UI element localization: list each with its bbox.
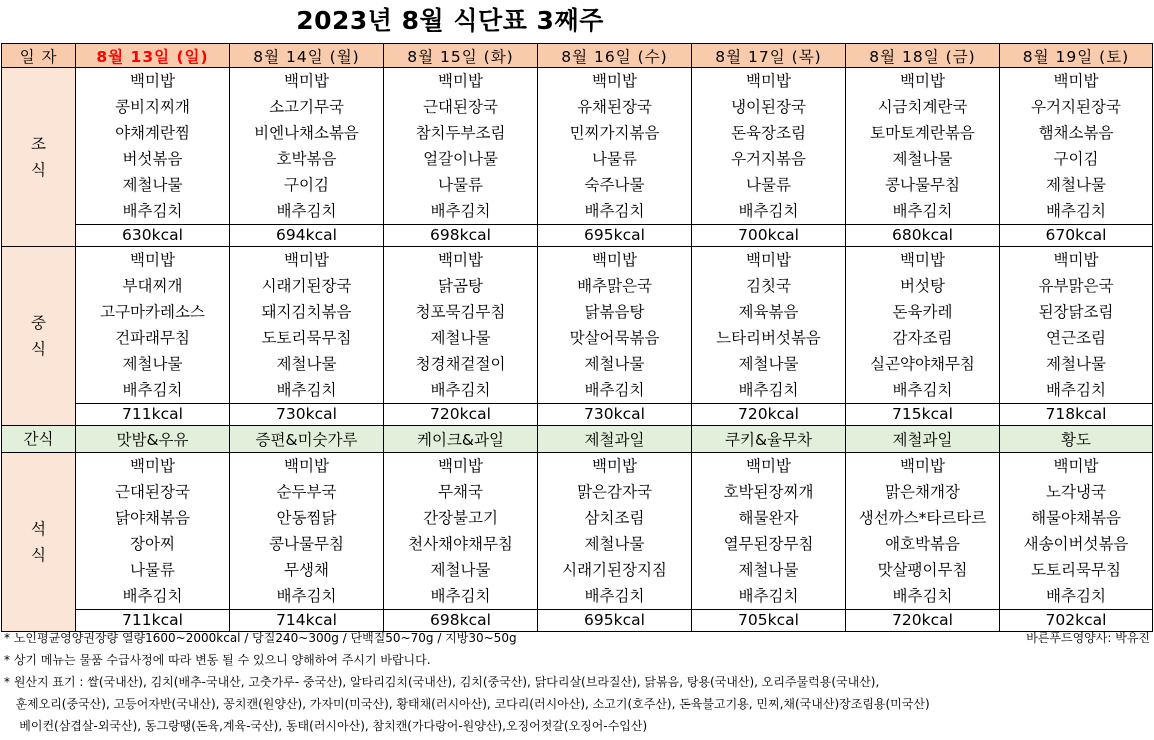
lunch-label-2: 식 <box>31 340 46 358</box>
menu-item: 김칫국 <box>746 277 791 295</box>
menu-item: 청경채겉절이 <box>415 355 506 373</box>
menu-item: 배추맑은국 <box>577 277 652 295</box>
menu-item: 건파래무침 <box>115 329 190 347</box>
menu-item: 백미밥 <box>900 457 945 475</box>
snack-cell: 맛밤&우유 <box>76 426 230 453</box>
menu-item: 배추김치 <box>122 381 183 399</box>
menu-item: 호박된장찌개 <box>723 483 814 501</box>
menu-item: 참치두부조림 <box>415 124 506 142</box>
dinner-label <box>2 453 76 632</box>
nutrition-note <box>4 627 1150 649</box>
menu-item: 콩나물무침 <box>885 176 960 194</box>
menu-item: 맑은채개장 <box>885 483 960 501</box>
dinner-day-5-cell <box>846 453 1000 610</box>
menu-item: 열무된장무침 <box>723 535 814 553</box>
menu-item: 근대된장국 <box>115 483 190 501</box>
menu-item: 삼치조림 <box>584 509 645 527</box>
menu-item: 백미밥 <box>1053 72 1099 90</box>
menu-item: 백미밥 <box>438 72 483 90</box>
menu-item: 배추김치 <box>584 202 645 220</box>
menu-item: 시래기된장국 <box>261 277 352 295</box>
menu-item: 나물류 <box>438 176 483 194</box>
menu-item: 배추김치 <box>430 202 491 220</box>
day-header-tue: 8월 15일 (화) <box>384 44 538 68</box>
menu-item: 민찌가지볶음 <box>569 124 660 142</box>
kcal-cell: 720kcal <box>384 404 538 426</box>
menu-item: 냉이된장국 <box>731 98 806 116</box>
snack-label: 간식 <box>2 426 76 453</box>
kcal-cell: 702kcal <box>1000 610 1153 632</box>
menu-item: 노각냉국 <box>1046 483 1106 501</box>
menu-item: 돼지김치볶음 <box>261 303 352 321</box>
menu-item: 백미밥 <box>130 457 175 475</box>
day-header-fri: 8월 18일 (금) <box>846 44 1000 68</box>
lunch-day-6-cell <box>1000 247 1153 404</box>
menu-item: 배추김치 <box>738 587 799 605</box>
menu-item: 배추김치 <box>1046 587 1106 605</box>
menu-item: 백미밥 <box>284 72 329 90</box>
menu-item: 나물류 <box>746 176 791 194</box>
menu-item: 우거지된장국 <box>1031 98 1121 116</box>
kcal-cell: 730kcal <box>538 404 692 426</box>
dinner-label-2: 식 <box>31 546 46 564</box>
menu-item: 제철나물 <box>1046 355 1106 373</box>
menu-item: 해물야채볶음 <box>1031 509 1121 527</box>
menu-item: 연근조림 <box>1046 329 1106 347</box>
menu-item: 생선까스*타르타르 <box>858 509 987 527</box>
dinner-day-3-cell <box>538 453 692 610</box>
day-header-sat: 8월 19일 (토) <box>1000 44 1153 68</box>
snack-cell: 황도 <box>1000 426 1153 453</box>
notes-section <box>4 627 1150 737</box>
kcal-cell: 711kcal <box>76 610 230 632</box>
menu-item: 배추김치 <box>738 381 799 399</box>
menu-item: 제철나물 <box>738 561 799 579</box>
menu-item: 애호박볶음 <box>885 535 960 553</box>
dinner-day-0-cell <box>76 453 230 610</box>
menu-item: 백미밥 <box>592 72 637 90</box>
menu-item: 실곤약야채무침 <box>870 355 975 373</box>
breakfast-day-2-cell <box>384 68 538 225</box>
menu-item: 고구마카레소스 <box>100 303 205 321</box>
snack-cell: 제철과일 <box>846 426 1000 453</box>
lunch-day-0-cell <box>76 247 230 404</box>
menu-item: 백미밥 <box>746 457 791 475</box>
lunch-day-4-cell <box>692 247 846 404</box>
menu-item: 구이김 <box>1053 150 1099 168</box>
breakfast-day-0-cell <box>76 68 230 225</box>
menu-item: 제철나물 <box>430 561 491 579</box>
menu-item: 백미밥 <box>130 72 175 90</box>
nutrition-note-text: * 노인평균영양권장량 열량1600~2000kcal / 당질240~300g / 단백질50~70g / 지방30~50g <box>4 631 517 645</box>
lunch-label-1: 중 <box>31 314 46 332</box>
menu-item: 백미밥 <box>438 251 483 269</box>
day-header-thu: 8월 17일 (목) <box>692 44 846 68</box>
lunch-day-5-cell <box>846 247 1000 404</box>
menu-item: 배추김치 <box>1046 381 1106 399</box>
menu-item: 배추김치 <box>122 587 183 605</box>
menu-item: 유부맑은국 <box>1038 277 1114 295</box>
menu-item: 제육볶음 <box>738 303 799 321</box>
menu-item: 나물류 <box>130 561 175 579</box>
dinner-day-1-cell <box>230 453 384 610</box>
dietitian-name: 바른푸드영양사: 박유진 <box>1026 631 1150 645</box>
menu-item: 백미밥 <box>438 457 483 475</box>
dinner-day-2-cell <box>384 453 538 610</box>
menu-item: 배추김치 <box>276 381 337 399</box>
menu-item: 시금치계란국 <box>877 98 968 116</box>
kcal-cell: 700kcal <box>692 225 846 247</box>
menu-item: 백미밥 <box>284 457 329 475</box>
menu-item: 나물류 <box>592 150 637 168</box>
lunch-day-3-cell <box>538 247 692 404</box>
menu-item: 해물완자 <box>738 509 799 527</box>
menu-item: 배추김치 <box>430 381 491 399</box>
kcal-cell: 695kcal <box>538 610 692 632</box>
menu-item: 배추김치 <box>122 202 183 220</box>
menu-item: 제철나물 <box>276 355 337 373</box>
menu-item: 제철나물 <box>738 355 799 373</box>
menu-item: 느타리버섯볶음 <box>716 329 821 347</box>
dinner-row <box>2 453 1153 610</box>
snack-cell: 증편&미숫가루 <box>230 426 384 453</box>
menu-item: 콩비지찌개 <box>115 98 190 116</box>
origin-note-2: 훈제오리(중국산), 고등어자반(국내산), 꽁치캔(원양산), 가자미(미국산), 황태채(러시아산), 코다리(러시아산), 소고기(호주산), 돈육불고기용, 민찌,채(국내산)장조림용(미국산) <box>4 697 930 711</box>
kcal-cell: 680kcal <box>846 225 1000 247</box>
menu-item: 소고기무국 <box>269 98 344 116</box>
menu-item: 백미밥 <box>746 72 791 90</box>
menu-item: 백미밥 <box>284 251 329 269</box>
menu-item: 닭볶음탕 <box>584 303 645 321</box>
menu-item: 얼갈이나물 <box>423 150 498 168</box>
lunch-kcal-row <box>2 404 1153 426</box>
breakfast-day-3-cell <box>538 68 692 225</box>
menu-item: 배추김치 <box>584 587 645 605</box>
menu-item: 배추김치 <box>276 202 337 220</box>
menu-item: 배추김치 <box>276 587 337 605</box>
menu-item: 천사채야채무침 <box>408 535 513 553</box>
snack-cell: 케이크&과일 <box>384 426 538 453</box>
menu-item: 간장불고기 <box>423 509 498 527</box>
menu-item: 배추김치 <box>430 587 491 605</box>
kcal-cell: 720kcal <box>692 404 846 426</box>
menu-item: 닭곰탕 <box>438 277 483 295</box>
breakfast-kcal-row <box>2 225 1153 247</box>
lunch-label <box>2 247 76 426</box>
menu-item: 청포묵김무침 <box>415 303 506 321</box>
menu-item: 햄채소볶음 <box>1038 124 1114 142</box>
menu-item: 근대된장국 <box>423 98 498 116</box>
change-notice: * 상기 메뉴는 물품 수급사정에 따라 변동 될 수 있으니 양해하여 주시기 바랍니다. <box>4 653 431 667</box>
snack-row <box>2 426 1153 453</box>
header-row <box>2 44 1153 68</box>
menu-item: 배추김치 <box>1046 202 1106 220</box>
menu-item: 새송이버섯볶음 <box>1023 535 1129 553</box>
kcal-cell: 698kcal <box>384 610 538 632</box>
date-label: 일 자 <box>2 44 76 68</box>
menu-item: 배추김치 <box>892 202 953 220</box>
kcal-cell: 695kcal <box>538 225 692 247</box>
menu-item: 순두부국 <box>276 483 337 501</box>
menu-item: 콩나물무침 <box>269 535 344 553</box>
menu-item: 배추김치 <box>892 587 953 605</box>
menu-item: 호박볶음 <box>276 150 337 168</box>
menu-item: 제철나물 <box>122 176 183 194</box>
menu-item: 제철나물 <box>892 150 953 168</box>
breakfast-label-1: 조 <box>31 135 46 153</box>
menu-item: 무생채 <box>284 561 329 579</box>
menu-item: 숙주나물 <box>584 176 645 194</box>
menu-item: 맛살어묵볶음 <box>569 329 660 347</box>
menu-table <box>1 43 1153 632</box>
menu-item: 제철나물 <box>430 329 491 347</box>
day-header-mon: 8월 14일 (월) <box>230 44 384 68</box>
breakfast-label <box>2 68 76 247</box>
breakfast-label-2: 식 <box>31 161 46 179</box>
menu-item: 배추김치 <box>584 381 645 399</box>
menu-item: 시래기된장지짐 <box>562 561 667 579</box>
kcal-cell: 670kcal <box>1000 225 1153 247</box>
menu-item: 백미밥 <box>592 251 637 269</box>
menu-item: 도토리묵무침 <box>261 329 352 347</box>
dinner-day-6-cell <box>1000 453 1153 610</box>
menu-item: 버섯볶음 <box>122 150 183 168</box>
menu-item: 야채계란찜 <box>115 124 190 142</box>
page-title: 2023년 8월 식단표 3째주 <box>296 6 604 35</box>
day-header-sun: 8월 13일 (일) <box>76 44 230 68</box>
menu-item: 된장닭조림 <box>1038 303 1114 321</box>
menu-item: 돈육장조림 <box>731 124 806 142</box>
kcal-cell: 720kcal <box>846 610 1000 632</box>
menu-item: 닭야채볶음 <box>115 509 190 527</box>
kcal-cell: 694kcal <box>230 225 384 247</box>
menu-item: 백미밥 <box>130 251 175 269</box>
menu-item: 돈육카레 <box>892 303 953 321</box>
breakfast-row <box>2 68 1153 225</box>
menu-item: 비엔나채소볶음 <box>254 124 359 142</box>
menu-item: 배추김치 <box>738 202 799 220</box>
menu-item: 제철나물 <box>584 535 645 553</box>
menu-item: 구이김 <box>284 176 329 194</box>
kcal-cell: 718kcal <box>1000 404 1153 426</box>
menu-item: 백미밥 <box>900 72 945 90</box>
menu-item: 백미밥 <box>1053 251 1099 269</box>
breakfast-day-4-cell <box>692 68 846 225</box>
menu-item: 제철나물 <box>1046 176 1106 194</box>
dinner-day-4-cell <box>692 453 846 610</box>
menu-item: 안동찜닭 <box>276 509 337 527</box>
menu-item: 버섯탕 <box>900 277 945 295</box>
menu-item: 부대찌개 <box>122 277 183 295</box>
dinner-label-1: 석 <box>31 520 46 538</box>
menu-item: 백미밥 <box>900 251 945 269</box>
snack-cell: 제철과일 <box>538 426 692 453</box>
menu-item: 감자조림 <box>892 329 953 347</box>
menu-item: 제철나물 <box>584 355 645 373</box>
menu-item: 백미밥 <box>746 251 791 269</box>
menu-item: 배추김치 <box>892 381 953 399</box>
snack-cell: 쿠키&율무차 <box>692 426 846 453</box>
breakfast-day-6-cell <box>1000 68 1153 225</box>
lunch-day-1-cell <box>230 247 384 404</box>
kcal-cell: 630kcal <box>76 225 230 247</box>
menu-item: 무채국 <box>438 483 483 501</box>
kcal-cell: 730kcal <box>230 404 384 426</box>
lunch-day-2-cell <box>384 247 538 404</box>
origin-note-1: * 원산지 표기 : 쌀(국내산), 김치(배추-국내산, 고춧가루- 중국산), 알타리김치(국내산), 김치(중국산), 닭다리살(브라질산), 닭볶음, 탕용(국내산), 오리주물럭용(국내산), <box>4 675 880 689</box>
menu-item: 백미밥 <box>1053 457 1099 475</box>
menu-item: 유채된장국 <box>577 98 652 116</box>
lunch-row <box>2 247 1153 404</box>
kcal-cell: 711kcal <box>76 404 230 426</box>
breakfast-day-1-cell <box>230 68 384 225</box>
menu-item: 장아찌 <box>130 535 175 553</box>
menu-item: 맛살팽이무침 <box>877 561 968 579</box>
menu-item: 맑은감자국 <box>577 483 652 501</box>
menu-item: 도토리묵무침 <box>1031 561 1121 579</box>
menu-item: 토마토계란볶음 <box>870 124 975 142</box>
breakfast-day-5-cell <box>846 68 1000 225</box>
kcal-cell: 698kcal <box>384 225 538 247</box>
menu-item: 우거지볶음 <box>731 150 806 168</box>
kcal-cell: 705kcal <box>692 610 846 632</box>
menu-item: 제철나물 <box>122 355 183 373</box>
kcal-cell: 715kcal <box>846 404 1000 426</box>
menu-item: 백미밥 <box>592 457 637 475</box>
day-header-wed: 8월 16일 (수) <box>538 44 692 68</box>
kcal-cell: 714kcal <box>230 610 384 632</box>
origin-note-3: 베이컨(삼겹살-외국산), 동그랑땡(돈육,계육-국산), 동태(러시아산), 참치캔(가다랑어-원양산),오징어젓갈(오징어-수입산) <box>4 719 648 733</box>
